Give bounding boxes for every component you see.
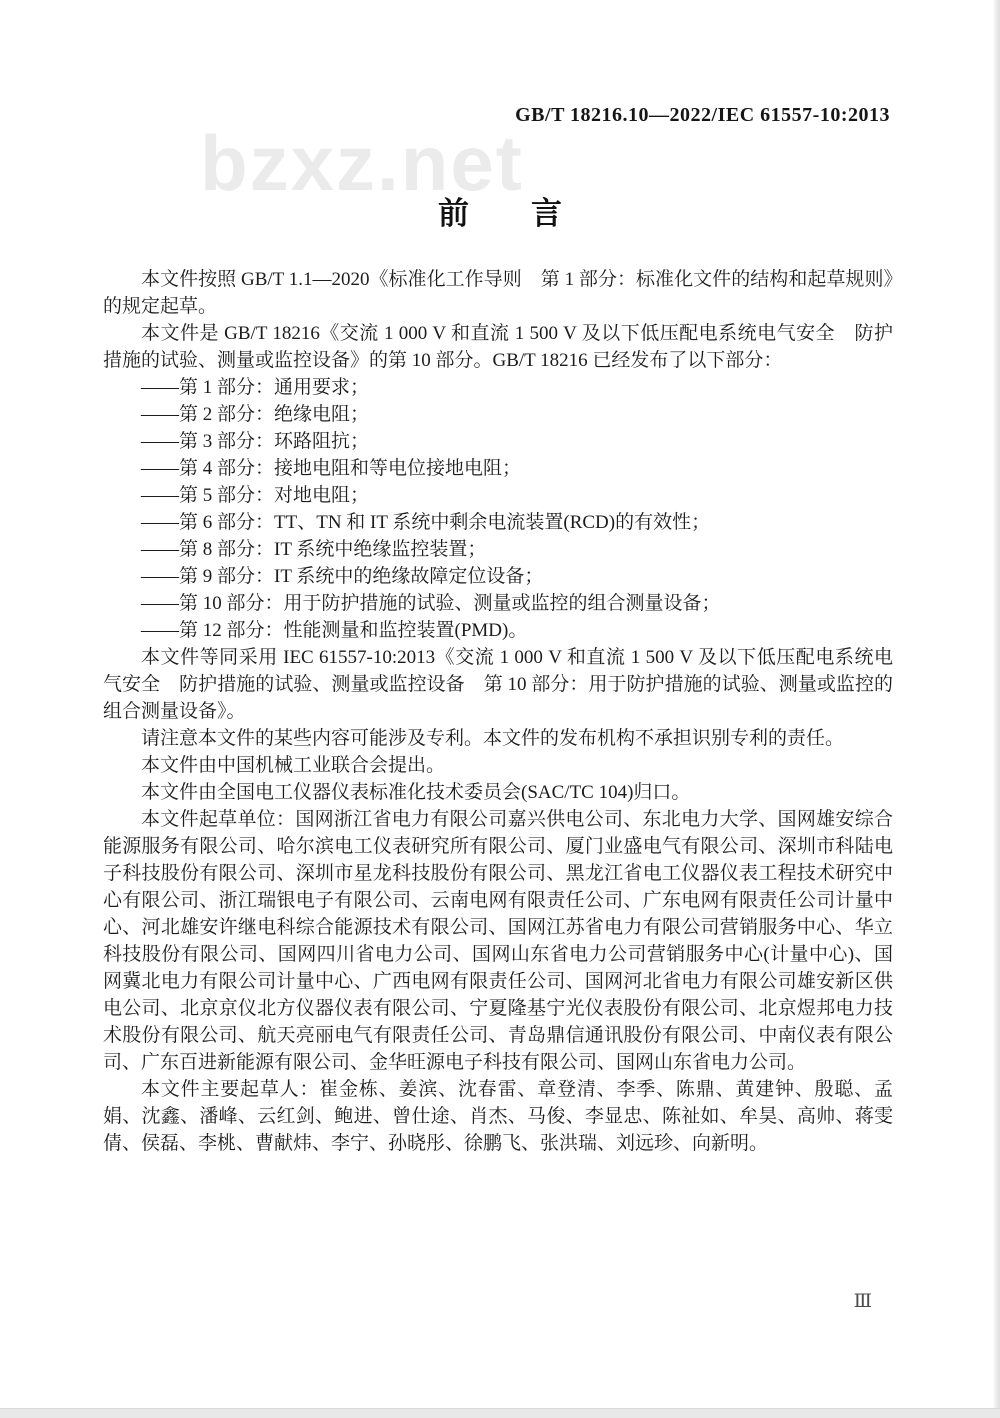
list-item-part-8: ——第 8 部分：IT 系统中绝缘监控装置； xyxy=(141,539,487,560)
page-right-edge xyxy=(994,0,1000,1418)
list-item-part-6: ——第 6 部分：TT、TN 和 IT 系统中剩余电流装置(RCD)的有效性； xyxy=(141,512,711,533)
list-item-part-2: ——第 2 部分：绝缘电阻； xyxy=(141,404,370,425)
page-bottom-edge xyxy=(0,1408,1000,1418)
doc-number: GB/T 18216.10—2022/IEC 61557-10:2013 xyxy=(515,104,890,126)
list-item-part-5: ——第 5 部分：对地电阻； xyxy=(141,485,370,506)
list-item-part-12: ——第 12 部分：性能测量和监控装置(PMD)。 xyxy=(141,620,528,641)
list-item-part-9: ——第 9 部分：IT 系统中的绝缘故障定位设备； xyxy=(141,566,544,587)
para-tc-centralization: 本文件由全国电工仪器仪表标准化技术委员会(SAC/TC 104)归口。 xyxy=(141,782,691,803)
page-title: 前 言 xyxy=(438,196,562,231)
watermark-text: bzxz.net xyxy=(200,119,524,207)
list-item-part-1: ——第 1 部分：通用要求； xyxy=(141,377,370,398)
list-item-part-3: ——第 3 部分：环路阻抗； xyxy=(141,431,370,452)
list-item-part-10: ——第 10 部分：用于防护措施的试验、测量或监控的组合测量设备； xyxy=(141,593,721,614)
para-series-intro: 本文件是 GB/T 18216《交流 1 000 V 和直流 1 500 V 及以下低压配电系统电气安全 防护措施的试验、测量或监控设备》的第 10 部分。GB/T 18216 已经发布了以下部分： xyxy=(103,323,893,371)
foreword-body xyxy=(103,266,893,1157)
para-patent-notice: 请注意本文件的某些内容可能涉及专利。本文件的发布机构不承担识别专利的责任。 xyxy=(141,728,845,749)
para-iec-adoption: 本文件等同采用 IEC 61557-10:2013《交流 1 000 V 和直流 1 500 V 及以下低压配电系统电气安全 防护措施的试验、测量或监控设备 第 10 部分：用于防护措施的试验、测量或监控的组合测量设备》。 xyxy=(103,647,893,722)
para-drafting-organizations: 本文件起草单位：国网浙江省电力有限公司嘉兴供电公司、东北电力大学、国网雄安综合能源服务有限公司、哈尔滨电工仪表研究所有限公司、厦门业盛电气有限公司、深圳市科陆电子科技股份有限公司、深圳市星龙科技股份有限公司、黑龙江省电工仪器仪表工程技术研究中心有限公司、浙江瑞银电子有限公司、云南电网有限责任公司、广东电网有限责任公司计量中心、河北雄安许继电科综合能源技术有限公司、国网江苏省电力有限公司营销服务中心、华立科技股份有限公司、国网四川省电力公司、国网山东省电力公司营销服务中心(计量中心)、国网冀北电力有限公司计量中心、广西电网有限责任公司、国网河北省电力有限公司雄安新区供电公司、北京京仪北方仪器仪表有限公司、宁夏隆基宁光仪表股份有限公司、北京煜邦电力技术股份有限公司、航天亮丽电气有限责任公司、青岛鼎信通讯股份有限公司、中南仪表有限公司、广东百进新能源有限公司、金华旺源电子科技有限公司、国网山东省电力公司。 xyxy=(103,809,893,1073)
para-proposer: 本文件由中国机械工业联合会提出。 xyxy=(141,755,446,776)
list-item-part-4: ——第 4 部分：接地电阻和等电位接地电阻； xyxy=(141,458,522,479)
para-main-drafters: 本文件主要起草人：崔金栋、姜滨、沈春雷、章登清、李季、陈鼎、黄建钟、殷聪、孟娟、沈鑫、潘峰、云红剑、鲍进、曾仕途、肖杰、马俊、李显忠、陈祉如、牟昊、高帅、蒋雯倩、侯磊、李桃、曹献炜、李宁、孙晓彤、徐鹏飞、张洪瑞、刘远珍、向新明。 xyxy=(103,1079,893,1154)
page-number: Ⅲ xyxy=(853,1291,872,1312)
para-drafting-basis: 本文件按照 GB/T 1.1—2020《标准化工作导则 第 1 部分：标准化文件的结构和起草规则》的规定起草。 xyxy=(103,269,893,317)
